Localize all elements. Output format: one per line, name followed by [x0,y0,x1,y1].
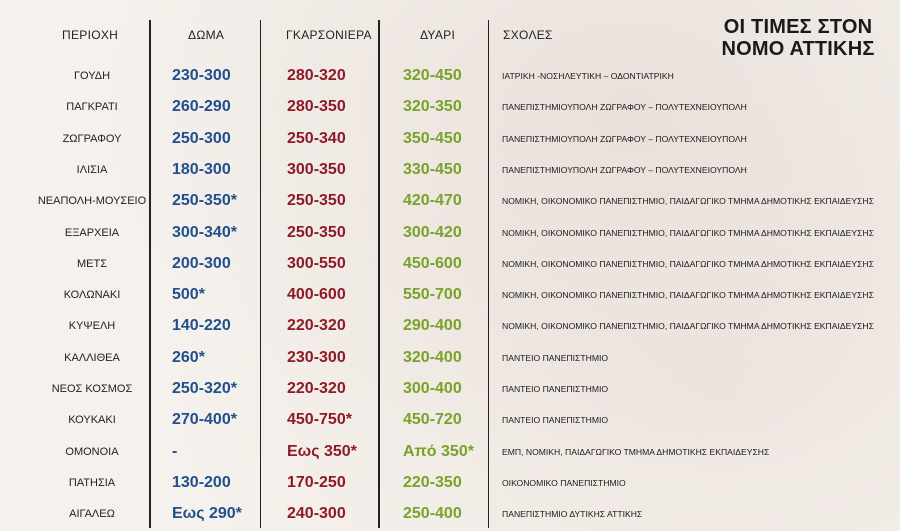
table-row [0,404,900,436]
area-cell: ΠΑΓΚΡΑΤΙ [66,101,118,114]
garconiera-price: 230-300 [287,348,346,366]
area-cell: ΟΜΟΝΟΙΑ [65,445,119,458]
garconiera-price: 250-340 [287,129,346,147]
doma-price: 300-340* [172,223,237,241]
dyari-price: 450-600 [403,254,462,272]
school-cell: ΠΑΝΕΠΙΣΤΗΜΙΟΥΠΟΛΗ ΖΩΓΡΑΦΟΥ – ΠΟΛΥΤΕΧΝΕΙΟΥΠΟΛΗ [502,102,747,113]
school-cell: ΕΜΠ, ΝΟΜΙΚΗ, ΠΑΙΔΑΓΩΓΙΚΟ ΤΜΗΜΑ ΔΗΜΟΤΙΚΗΣ ΕΚΠΑΙΔΕΥΣΗΣ [502,446,770,457]
table-row [0,498,900,530]
area-cell: ΚΟΥΚΑΚΙ [68,414,116,427]
table-row [0,467,900,499]
doma-price: Εως 290* [172,505,242,523]
school-cell: ΠΑΝΤΕΙΟ ΠΑΝΕΠΙΣΤΗΜΙΟ [502,352,609,363]
area-cell: ΚΑΛΛΙΘΕΑ [64,351,120,364]
doma-price: 230-300 [172,67,231,84]
area-cell: ΓΟΥΔΗ [73,70,111,82]
doma-price: 250-300 [172,129,231,147]
garconiera-price: Εως 350* [287,442,357,460]
dyari-price: 300-420 [403,223,462,241]
doma-price: 130-200 [172,473,231,491]
header-scholes: ΣΧΟΛΕΣ [503,28,553,42]
table-row [0,342,900,374]
doma-price: 200-300 [172,254,231,272]
area-cell: ΚΟΛΩΝΑΚΙ [63,289,121,302]
table-row [0,279,900,311]
garconiera-price: 400-600 [287,286,346,304]
school-cell: ΠΑΝΕΠΙΣΤΗΜΙΟ ΔΥΤΙΚΗΣ ΑΤΤΙΚΗΣ [502,509,643,520]
school-cell: ΠΑΝΕΠΙΣΤΗΜΙΟΥΠΟΛΗ ΖΩΓΡΑΦΟΥ – ΠΟΛΥΤΕΧΝΕΙΟΥΠΟΛΗ [502,164,747,175]
doma-price: 500* [172,286,205,304]
area-cell: ΝΕΟΣ ΚΟΣΜΟΣ [51,383,133,395]
garconiera-price: 250-350 [287,192,346,210]
school-cell: ΝΟΜΙΚΗ, ΟΙΚΟΝΟΜΙΚΟ ΠΑΝΕΠΙΣΤΗΜΙΟ, ΠΑΙΔΑΓΩΓΙΚΟ ΤΜΗΜΑ ΔΗΜΟΤΙΚΗΣ ΕΚΠΑΙΔΕΥΣΗΣ [502,290,874,301]
dyari-price: 320-450 [403,67,462,84]
table-row [0,217,900,249]
school-cell: ΝΟΜΙΚΗ, ΟΙΚΟΝΟΜΙΚΟ ΠΑΝΕΠΙΣΤΗΜΙΟ, ΠΑΙΔΑΓΩΓΙΚΟ ΤΜΗΜΑ ΔΗΜΟΤΙΚΗΣ ΕΚΠΑΙΔΕΥΣΗΣ [502,227,874,238]
garconiera-price: 300-350 [287,160,346,178]
garconiera-price: 220-320 [287,317,346,335]
table-row [0,310,900,342]
dyari-price: 420-470 [403,192,462,210]
school-cell: ΝΟΜΙΚΗ, ΟΙΚΟΝΟΜΙΚΟ ΠΑΝΕΠΙΣΤΗΜΙΟ, ΠΑΙΔΑΓΩΓΙΚΟ ΤΜΗΜΑ ΔΗΜΟΤΙΚΗΣ ΕΚΠΑΙΔΕΥΣΗΣ [502,321,874,332]
dyari-price: 550-700 [403,286,462,304]
dyari-price: 350-450 [403,129,462,147]
area-cell: ΙΛΙΣΙΑ [76,163,108,176]
table-row [0,154,900,186]
area-cell: ΠΑΤΗΣΙΑ [68,476,116,489]
doma-price: 140-220 [172,317,231,335]
table-row [0,60,900,92]
dyari-price: 290-400 [403,317,462,335]
area-cell: ΑΙΓΑΛΕΩ [69,508,115,521]
doma-price: 270-400* [172,411,237,429]
dyari-price: 320-400 [403,348,462,366]
area-cell: ΜΕΤΣ [76,257,108,270]
area-cell: ΕΞΑΡΧΕΙΑ [64,226,120,239]
school-cell: ΟΙΚΟΝΟΜΙΚΟ ΠΑΝΕΠΙΣΤΗΜΙΟ [502,477,626,488]
area-cell: ΝΕΑΠΟΛΗ-ΜΟΥΣΕΙΟ [37,195,147,208]
doma-price: - [172,442,178,460]
garconiera-price: 250-350 [287,223,346,241]
area-cell: ΚΥΨΕΛΗ [68,320,116,333]
dyari-price: 450-720 [403,411,462,429]
table-row [0,436,900,468]
table-row [0,91,900,123]
school-cell: ΠΑΝΤΕΙΟ ΠΑΝΕΠΙΣΤΗΜΙΟ [502,384,609,394]
dyari-price: Από 350* [403,442,474,460]
garconiera-price: 280-350 [287,98,346,116]
table-row [0,373,900,405]
table-row [0,123,900,155]
doma-price: 260* [172,348,205,366]
school-cell: ΝΟΜΙΚΗ, ΟΙΚΟΝΟΜΙΚΟ ΠΑΝΕΠΙΣΤΗΜΙΟ, ΠΑΙΔΑΓΩΓΙΚΟ ΤΜΗΜΑ ΔΗΜΟΤΙΚΗΣ ΕΚΠΑΙΔΕΥΣΗΣ [502,196,874,207]
header-doma: ΔΩΜΑ [188,28,225,42]
garconiera-price: 170-250 [287,473,346,491]
school-cell: ΙΑΤΡΙΚΗ -ΝΟΣΗΛΕΥΤΙΚΗ – ΟΔΟΝΤΙΑΤΡΙΚΗ [502,71,674,81]
dyari-price: 250-400 [403,505,462,523]
school-cell: ΠΑΝΕΠΙΣΤΗΜΙΟΥΠΟΛΗ ΖΩΓΡΑΦΟΥ – ΠΟΛΥΤΕΧΝΕΙΟΥΠΟΛΗ [502,133,747,144]
school-cell: ΠΑΝΤΕΙΟ ΠΑΝΕΠΙΣΤΗΜΙΟ [502,415,609,426]
header-area: ΠΕΡΙΟΧΗ [62,28,119,42]
doma-price: 260-290 [172,98,231,116]
table-row [0,185,900,217]
area-cell: ΖΩΓΡΑΦΟΥ [62,132,122,145]
school-cell: ΝΟΜΙΚΗ, ΟΙΚΟΝΟΜΙΚΟ ΠΑΝΕΠΙΣΤΗΜΙΟ, ΠΑΙΔΑΓΩΓΙΚΟ ΤΜΗΜΑ ΔΗΜΟΤΙΚΗΣ ΕΚΠΑΙΔΕΥΣΗΣ [502,258,874,269]
table-row [0,248,900,280]
doma-price: 250-320* [172,380,237,397]
header-garconiera: ΓΚΑΡΣΟΝΙΕΡΑ [286,28,372,42]
garconiera-price: 220-320 [287,380,346,397]
dyari-price: 330-450 [403,160,462,178]
garconiera-price: 450-750* [287,411,352,429]
page-title: ΟΙ ΤΙΜΕΣ ΣΤΟΝ ΝΟΜΟ ΑΤΤΙΚΗΣ [721,16,875,60]
garconiera-price: 300-550 [287,254,346,272]
doma-price: 180-300 [172,160,231,178]
doma-price: 250-350* [172,192,237,210]
header-dyari: ΔΥΑΡΙ [420,28,456,42]
garconiera-price: 280-320 [287,67,346,84]
dyari-price: 220-350 [403,473,462,491]
dyari-price: 320-350 [403,98,462,116]
dyari-price: 300-400 [403,380,462,397]
garconiera-price: 240-300 [287,505,346,523]
